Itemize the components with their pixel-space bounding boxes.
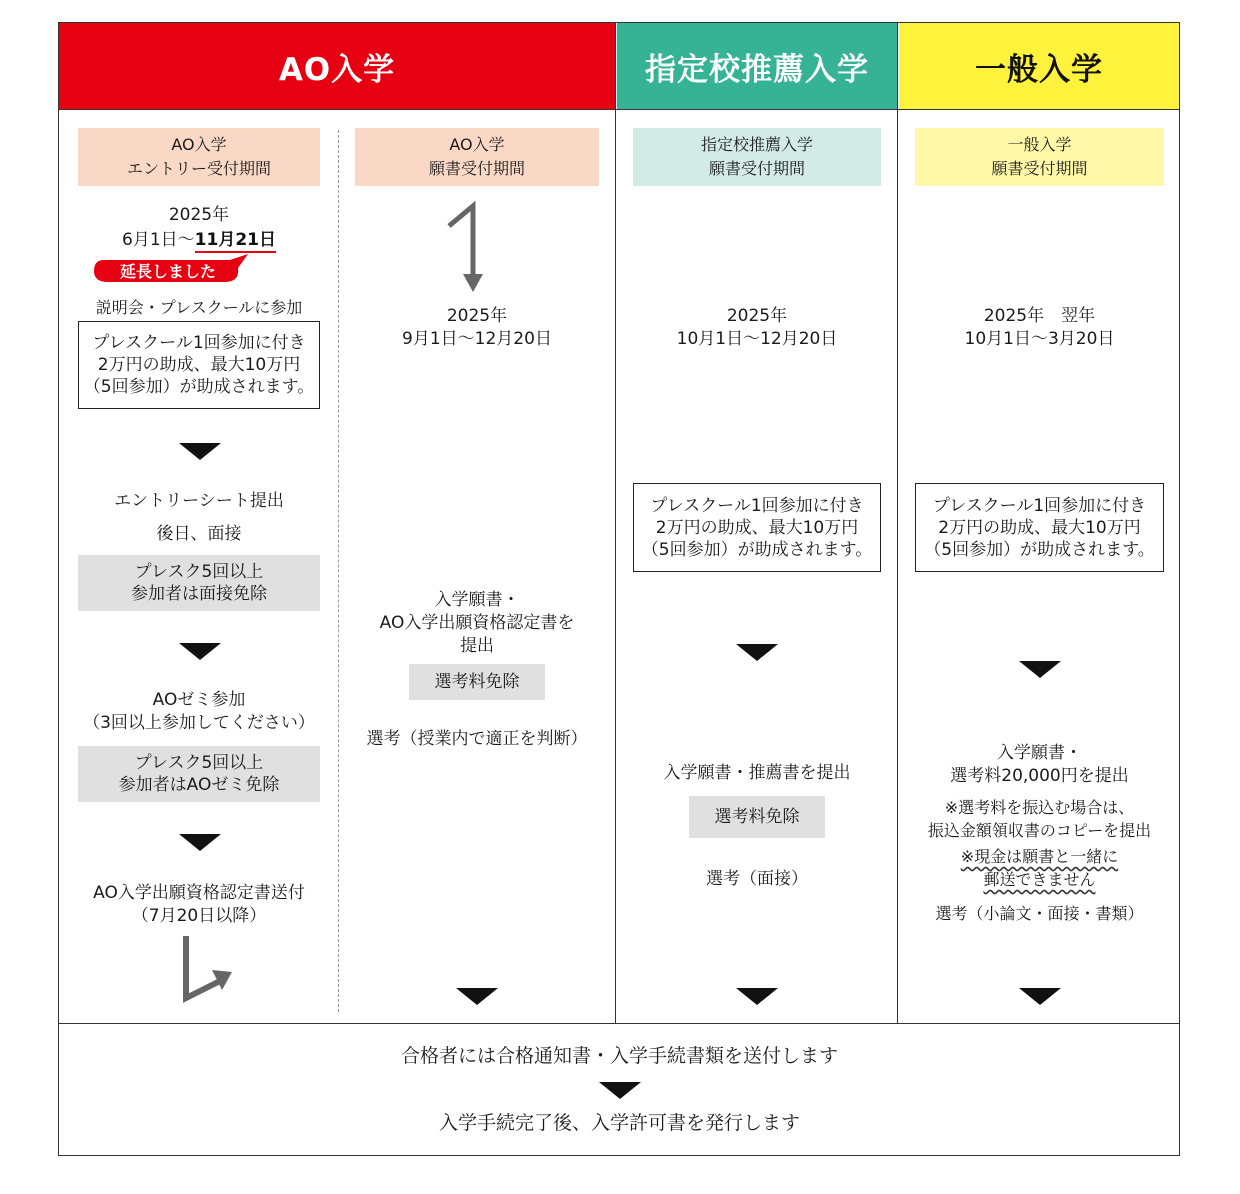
extended-badge [92, 250, 252, 290]
period-line: 10月1日〜12月20日 [676, 329, 838, 349]
exempt-line: 参加者は面接免除 [131, 584, 267, 604]
submit-line: 入学願書・ [434, 590, 520, 610]
extended-label: 延長しました [119, 262, 217, 281]
ao-apply-submit [355, 589, 599, 658]
ao-entry-sheet: エントリーシート提出 [114, 491, 284, 511]
shitei-fee-waived: 選考料免除 [689, 796, 825, 838]
ao-entry-period [78, 229, 320, 252]
ao-interview-exempt [78, 555, 320, 611]
arrow-down-icon [179, 443, 221, 460]
shitei-subsidy-box [633, 483, 881, 572]
cash-note-line: ※現金は願書と一緒に [960, 847, 1119, 866]
tag-line: 一般入学 [1007, 135, 1072, 154]
period-prefix: 6月1日〜 [122, 230, 195, 250]
footer-notice: 合格者には合格通知書・入学手続書類を送付します [400, 1045, 838, 1067]
header-shitei: 指定校推薦入学 [617, 23, 897, 110]
tag-line: 願書受付期間 [708, 159, 805, 178]
exempt-line: 参加者はAOゼミ免除 [118, 775, 280, 795]
ippan-period [915, 305, 1164, 351]
ao-entry-tag [78, 128, 320, 186]
column-divider-1 [615, 23, 616, 1024]
exempt-line: プレスク5回以上 [134, 753, 264, 773]
ao-apply-tag [355, 128, 599, 186]
submit-line: 提出 [460, 636, 494, 656]
exempt-line: プレスク5回以上 [134, 562, 264, 582]
tag-line: エントリー受付期間 [126, 159, 271, 178]
arrow-down-icon [456, 988, 498, 1005]
ao-seminar [78, 689, 320, 735]
tag-line: 願書受付期間 [991, 159, 1088, 178]
cash-note-line: 郵送できません [983, 870, 1096, 889]
ao-entry-year: 2025年 [168, 205, 230, 225]
note-line: 振込金額領収書のコピーを提出 [927, 821, 1152, 840]
subsidy-line: 2万円の助成、最大10万円 [938, 517, 1141, 538]
submit-line: 入学願書・ [997, 743, 1082, 763]
shitei-period [633, 305, 881, 351]
subsidy-line: プレスクール1回参加に付き [92, 333, 306, 353]
submit-line: 選考料20,000円を提出 [950, 766, 1129, 786]
subsidy-line: 2万円の助成、最大10万円 [655, 517, 859, 538]
ippan-transfer-note [915, 796, 1164, 842]
ippan-submit [915, 742, 1164, 788]
period-line: 2025年 [446, 306, 508, 326]
arrow-down-icon [1019, 988, 1061, 1005]
ao-interview: 後日、面接 [156, 524, 242, 544]
arrow-down-icon [736, 644, 778, 661]
certificate-line: （7月20日以降） [131, 906, 267, 926]
period-end: 11月21日 [195, 230, 276, 253]
note-line: ※選考料を振込む場合は、 [944, 798, 1135, 817]
ao-apply-fee-waived: 選考料免除 [409, 664, 545, 700]
ao-certificate-send [78, 882, 320, 928]
shitei-selection: 選考（面接） [706, 869, 808, 889]
tag-line: 指定校推薦入学 [700, 135, 813, 154]
seminar-line: AOゼミ参加 [152, 690, 246, 710]
tag-line: AO入学 [171, 135, 227, 154]
ao-entry-event: 説明会・プレスクールに参加 [95, 298, 303, 317]
tag-line: 願書受付期間 [428, 159, 525, 178]
ao-dashed-divider [338, 130, 339, 1012]
certificate-line: AO入学出願資格認定書送付 [93, 883, 305, 903]
column-divider-2 [897, 23, 898, 1024]
tag-line: AO入学 [449, 135, 505, 154]
ippan-tag [915, 128, 1164, 186]
shitei-tag [633, 128, 881, 186]
ao-subsidy-box [78, 321, 320, 409]
bent-arrow-right-icon [178, 934, 238, 1006]
ippan-selection: 選考（小論文・面接・書類） [935, 904, 1144, 923]
arrow-down-icon [179, 834, 221, 851]
arrow-down-icon [736, 988, 778, 1005]
ao-apply-selection: 選考（授業内で適正を判断） [366, 729, 588, 749]
ao-apply-period [355, 305, 599, 351]
period-line: 2025年 [726, 306, 788, 326]
ippan-subsidy-box [915, 483, 1164, 572]
period-line: 2025年 翌年 [983, 306, 1096, 326]
shitei-submit: 入学願書・推薦書を提出 [663, 763, 851, 783]
header-ao: AO入学 [59, 23, 615, 110]
subsidy-line: プレスクール1回参加に付き [932, 495, 1147, 516]
subsidy-line: プレスクール1回参加に付き [650, 495, 864, 516]
subsidy-line: （5回参加）が助成されます。 [924, 539, 1155, 560]
subsidy-line: 2万円の助成、最大10万円 [97, 355, 301, 375]
period-line: 9月1日〜12月20日 [402, 329, 552, 349]
ao-seminar-exempt [78, 746, 320, 802]
submit-line: AO入学出願資格認定書を [379, 613, 575, 633]
header-divider [59, 109, 1180, 110]
bent-arrow-down-icon [443, 200, 493, 296]
footer-permit: 入学手続完了後、入学許可書を発行します [438, 1112, 800, 1134]
header-ippan: 一般入学 [899, 23, 1179, 110]
period-line: 10月1日〜3月20日 [964, 329, 1115, 349]
seminar-line: （3回以上参加してください） [83, 713, 315, 733]
arrow-down-icon [1019, 661, 1061, 678]
subsidy-line: （5回参加）が助成されます。 [83, 377, 315, 397]
arrow-down-icon [179, 643, 221, 660]
subsidy-line: （5回参加）が助成されます。 [641, 539, 873, 560]
arrow-down-icon [599, 1082, 641, 1099]
footer-divider [59, 1023, 1180, 1024]
ippan-cash-note [915, 845, 1164, 891]
